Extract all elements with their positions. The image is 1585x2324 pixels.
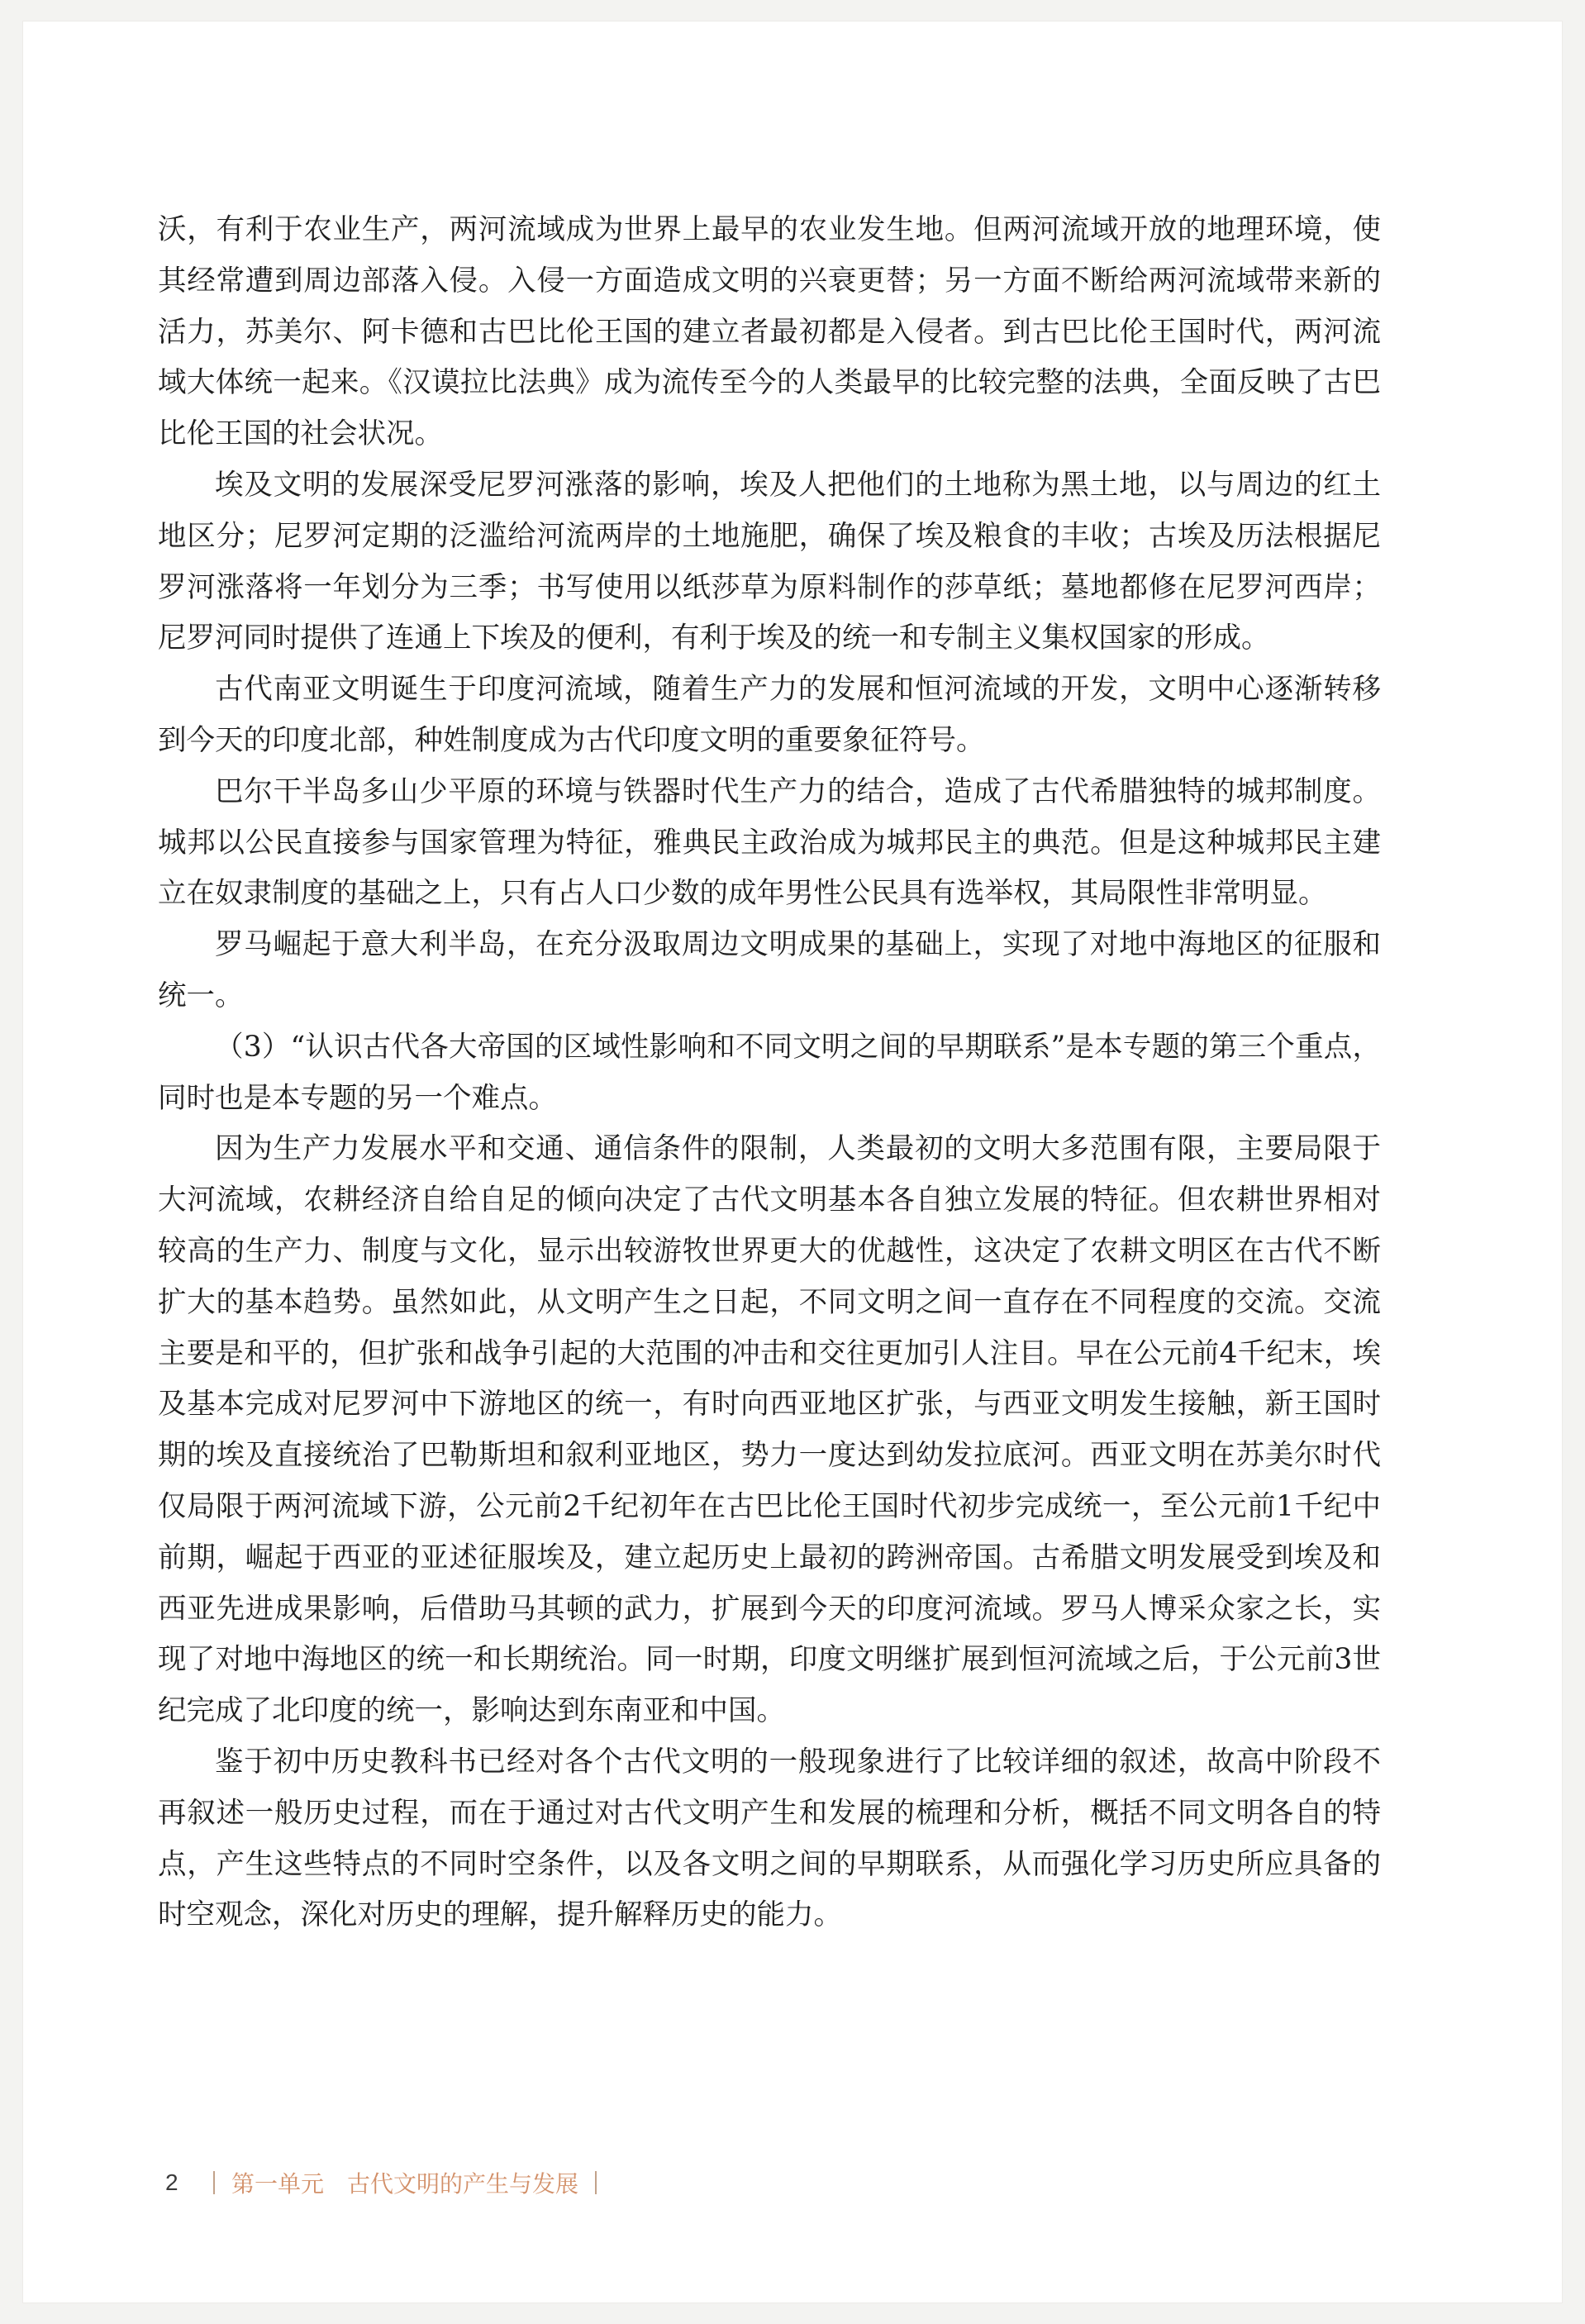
paragraph-key-point-3: （3）“认识古代各大帝国的区域性影响和不同文明之间的早期联系”是本专题的第三个重点，同时也是本专题的另一个难点。 xyxy=(158,1030,1381,1115)
page-footer xyxy=(165,2166,597,2199)
paragraph-egypt: 埃及文明的发展深受尼罗河涨落的影响，埃及人把他们的土地称为黑土地，以与周边的红土地区分；尼罗河定期的泛滥给河流两岸的土地施肥，确保了埃及粮食的丰收；古埃及历法根据尼罗河涨落将一年划分为三季；书写使用以纸莎草为原料制作的莎草纸；墓地都修在尼罗河西岸；尼罗河同时提供了连通上下埃及的便利，有利于埃及的统一和专制主义集权国家的形成。 xyxy=(158,468,1381,655)
paragraph-teaching-approach: 鉴于初中历史教科书已经对各个古代文明的一般现象进行了比较详细的叙述，故高中阶段不再叙述一般历史过程，而在于通过对古代文明产生和发展的梳理和分析，概括不同文明各自的特点，产生这些特点的不同时空条件，以及各文明之间的早期联系，从而强化学习历史所应具备的时空观念，深化对历史的理解，提升解释历史的能力。 xyxy=(158,1745,1381,1932)
paragraph-south-asia: 古代南亚文明诞生于印度河流域，随着生产力的发展和恒河流域的开发，文明中心逐渐转移到今天的印度北部，种姓制度成为古代印度文明的重要象征符号。 xyxy=(158,673,1381,757)
page-number: 2 xyxy=(165,2169,178,2195)
footer-unit-title: 古代文明的产生与发展 xyxy=(347,2171,579,2197)
paragraph-early-connections: 因为生产力发展水平和交通、通信条件的限制，人类最初的文明大多范围有限，主要局限于大河流域，农耕经济自给自足的倾向决定了古代文明基本各自独立发展的特征。但农耕世界相对较高的生产力、制度与文化，显示出较游牧世界更大的优越性，这决定了农耕文明区在古代不断扩大的基本趋势。虽然如此，从文明产生之日起，不同文明之间一直存在不同程度的交流。交流主要是和平的，但扩张和战争引起的大范围的冲击和交往更加引人注目。早在公元前4千纪末，埃及基本完成对尼罗河中下游地区的统一，有时向西亚地区扩张，与西亚文明发生接触，新王国时期的埃及直接统治了巴勒斯坦和叙利亚地区，势力一度达到幼发拉底河。西亚文明在苏美尔时代仅局限于两河流域下游，公元前2千纪初年在古巴比伦王国时代初步完成统一，至公元前1千纪中前期，崛起于西亚的亚述征服埃及，建立起历史上最初的跨洲帝国。古希腊文明发展受到埃及和西亚先进成果影响，后借助马其顿的武力，扩展到今天的印度河流域。罗马人博采众家之长，实现了对地中海地区的统一和长期统治。同一时期，印度文明继扩展到恒河流域之后，于公元前3世纪完成了北印度的统一，影响达到东南亚和中国。 xyxy=(158,1132,1381,1728)
paragraph-greece: 巴尔干半岛多山少平原的环境与铁器时代生产力的结合，造成了古代希腊独特的城邦制度。城邦以公民直接参与国家管理为特征，雅典民主政治成为城邦民主的典范。但是这种城邦民主建立在奴隶制度的基础之上，只有占人口少数的成年男性公民具有选举权，其局限性非常明显。 xyxy=(158,774,1381,911)
paragraph-rome: 罗马崛起于意大利半岛，在充分汲取周边文明成果的基础上，实现了对地中海地区的征服和统一。 xyxy=(158,928,1381,1012)
paragraph-mesopotamia-continued: 沃，有利于农业生产，两河流域成为世界上最早的农业发生地。但两河流域开放的地理环境，使其经常遭到周边部落入侵。入侵一方面造成文明的兴衰更替；另一方面不断给两河流域带来新的活力，苏美尔、阿卡德和古巴比伦王国的建立者最初都是入侵者。到古巴比伦王国时代，两河流域大体统一起来。《汉谟拉比法典》成为流传至今的人类最早的比较完整的法典，全面反映了古巴比伦王国的社会状况。 xyxy=(158,213,1381,451)
document-page xyxy=(23,21,1562,2303)
footer-divider xyxy=(213,2171,215,2194)
footer-divider-end xyxy=(595,2171,597,2194)
footer-unit-label: 第一单元 xyxy=(231,2171,325,2197)
body-text xyxy=(158,205,1381,1941)
